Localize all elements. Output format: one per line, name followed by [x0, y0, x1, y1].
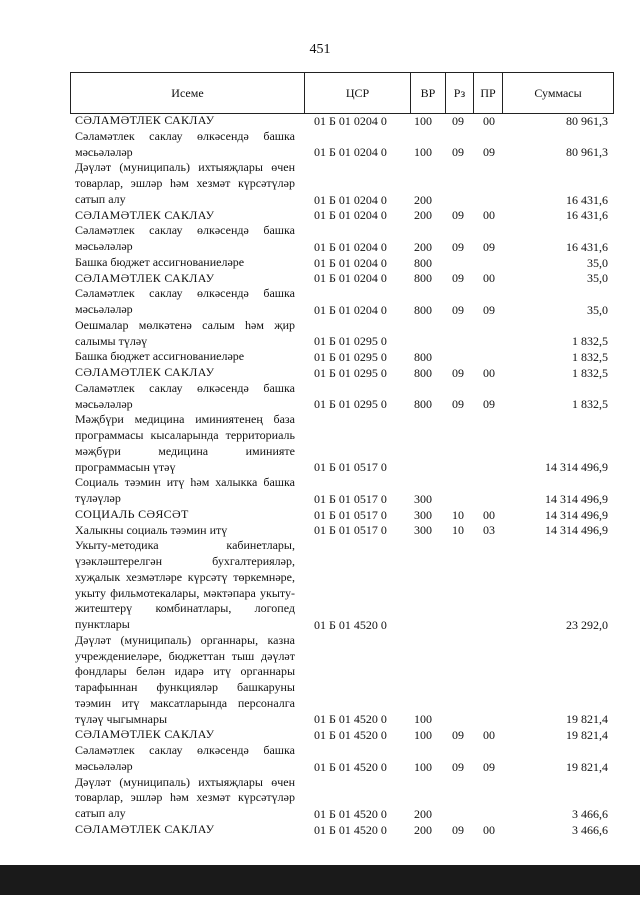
row-pr: 00	[483, 728, 495, 742]
header-csr: ЦСР	[305, 73, 411, 113]
row-csr: 01 Б 01 0204 0	[314, 145, 387, 160]
row-csr: 01 Б 01 4520 0	[314, 822, 387, 837]
table-row	[0, 286, 640, 318]
row-name: Дәүләт (муниципаль) ихтыяҗлары өчен товарлар, эшләр һәм хезмәт күрсәтүләр сатып алу	[75, 774, 295, 820]
row-csr: 01 Б 01 0517 0	[314, 507, 387, 522]
table-header	[70, 72, 614, 114]
table-row	[0, 129, 640, 161]
row-pr: 00	[483, 113, 495, 128]
row-sum: 19 821,4	[566, 728, 608, 742]
row-sum: 14 314 496,9	[545, 460, 608, 475]
row-vr: 300	[414, 491, 432, 506]
row-sum: 1 832,5	[572, 334, 608, 349]
row-sum: 14 314 496,9	[545, 507, 608, 522]
row-vr: 100	[414, 728, 432, 742]
row-sum: 16 431,6	[566, 239, 608, 254]
row-name: СӘЛАМӘТЛЕК САКЛАУ	[75, 821, 215, 836]
row-pr: 00	[483, 365, 495, 380]
row-sum: 19 821,4	[566, 712, 608, 727]
row-vr: 800	[414, 255, 432, 270]
row-csr: 01 Б 01 0295 0	[314, 397, 387, 412]
row-csr: 01 Б 01 4520 0	[314, 712, 387, 727]
row-csr: 01 Б 01 4520 0	[314, 759, 387, 774]
row-name: Сәламәтлек саклау өлкәсендә башка мәсьәләләр	[75, 128, 295, 159]
row-csr: 01 Б 01 0295 0	[314, 365, 387, 380]
page-number: 451	[309, 42, 331, 57]
row-pr: 00	[483, 271, 495, 286]
table-row	[0, 208, 640, 224]
table-row	[0, 349, 640, 365]
row-name: СОЦИАЛЬ СӘЯСӘТ	[75, 506, 189, 521]
row-rz: 09	[452, 397, 464, 412]
row-name: СӘЛАМӘТЛЕК САКЛАУ	[75, 270, 215, 285]
row-sum: 35,0	[587, 255, 608, 270]
table-row	[0, 365, 640, 381]
row-name: Сәламәтлек саклау өлкәсендә башка мәсьәләләр	[75, 743, 295, 773]
row-sum: 1 832,5	[572, 397, 608, 412]
row-vr: 100	[414, 113, 432, 128]
row-sum: 14 314 496,9	[545, 491, 608, 506]
row-name: Мәҗбүри медицина иминиятенең база программасы кысаларында территориаль мәҗбүри медицина иминияте программасын үтәү	[75, 412, 295, 474]
table-row	[0, 727, 640, 743]
row-rz: 09	[452, 208, 464, 223]
row-sum: 1 832,5	[572, 365, 608, 380]
row-csr: 01 Б 01 0295 0	[314, 334, 387, 349]
table-row	[0, 633, 640, 728]
row-sum: 3 466,6	[572, 822, 608, 837]
row-vr: 800	[414, 302, 432, 317]
row-sum: 19 821,4	[566, 759, 608, 774]
table-row	[0, 523, 640, 539]
row-rz: 09	[452, 145, 464, 160]
row-csr: 01 Б 01 0204 0	[314, 192, 387, 207]
row-csr: 01 Б 01 0517 0	[314, 523, 387, 538]
row-vr: 300	[414, 507, 432, 522]
row-sum: 35,0	[587, 271, 608, 286]
row-vr: 800	[414, 365, 432, 380]
row-csr: 01 Б 01 0204 0	[314, 113, 387, 128]
table-row	[0, 160, 640, 207]
table-row	[0, 113, 640, 129]
row-rz: 09	[452, 822, 464, 837]
table-row	[0, 507, 640, 523]
row-rz: 09	[452, 302, 464, 317]
row-name: Социаль тәэмин итү һәм халыкка башка түләүләр	[75, 475, 295, 505]
row-name: СӘЛАМӘТЛЕК САКЛАУ	[75, 207, 215, 222]
row-csr: 01 Б 01 4520 0	[314, 728, 387, 742]
table-row	[0, 271, 640, 287]
row-sum: 80 961,3	[566, 113, 608, 128]
header-vr: ВР	[411, 73, 446, 113]
row-vr: 200	[414, 806, 432, 821]
header-pr: ПР	[474, 73, 503, 113]
table-row	[0, 223, 640, 255]
row-pr: 09	[483, 239, 495, 254]
row-rz: 10	[452, 507, 464, 522]
row-csr: 01 Б 01 0204 0	[314, 208, 387, 223]
row-sum: 35,0	[587, 302, 608, 317]
row-csr: 01 Б 01 0204 0	[314, 239, 387, 254]
row-rz: 09	[452, 365, 464, 380]
header-rz: Рз	[446, 73, 474, 113]
row-pr: 00	[483, 208, 495, 223]
row-name: СӘЛАМӘТЛЕК САКЛАУ	[75, 727, 215, 742]
row-csr: 01 Б 01 4520 0	[314, 806, 387, 821]
row-rz: 09	[452, 271, 464, 286]
row-csr: 01 Б 01 0204 0	[314, 271, 387, 286]
row-csr: 01 Б 01 0517 0	[314, 460, 387, 475]
row-name: СӘЛАМӘТЛЕК САКЛАУ	[75, 113, 215, 127]
row-vr: 800	[414, 271, 432, 286]
row-vr: 100	[414, 145, 432, 160]
row-csr: 01 Б 01 0204 0	[314, 302, 387, 317]
row-name: Дәүләт (муниципаль) органнары, казна учреждениеләре, бюджеттан тыш дәүләт фондлары белән идарә итү органнары тарафыннан функцияләр башкаруны тәэмин итү максатларында персоналга түләү чыгымнары	[75, 632, 295, 726]
row-pr: 09	[483, 145, 495, 160]
row-name: Укыту-методика кабинетлары, үзәкләштерелгән бухгалтерияләр, хуҗалык хезмәтләре күрсәтү төркемнәре, укыту фильмотекалары, мәктәпара укыту-житештерү комбинатлары, логопед пунктлары	[75, 538, 295, 631]
header-name: Исеме	[71, 73, 305, 113]
table-row	[0, 255, 640, 271]
row-name: Сәламәтлек саклау өлкәсендә башка мәсьәләләр	[75, 223, 295, 253]
table-row	[0, 822, 640, 838]
row-rz: 09	[452, 113, 464, 128]
row-pr: 00	[483, 507, 495, 522]
table-row	[0, 775, 640, 822]
table-row	[0, 475, 640, 507]
row-pr: 09	[483, 397, 495, 412]
table-row	[0, 743, 640, 775]
row-name: Сәламәтлек саклау өлкәсендә башка мәсьәләләр	[75, 286, 295, 316]
row-pr: 09	[483, 759, 495, 774]
row-sum: 16 431,6	[566, 208, 608, 223]
table-body	[0, 113, 640, 838]
row-rz: 09	[452, 759, 464, 774]
row-csr: 01 Б 01 0517 0	[314, 491, 387, 506]
row-vr: 200	[414, 192, 432, 207]
row-vr: 200	[414, 239, 432, 254]
row-sum: 80 961,3	[566, 145, 608, 160]
row-vr: 200	[414, 822, 432, 837]
row-vr: 200	[414, 208, 432, 223]
row-pr: 00	[483, 822, 495, 837]
table-row	[0, 412, 640, 475]
row-vr: 800	[414, 397, 432, 412]
row-rz: 09	[452, 728, 464, 742]
row-sum: 16 431,6	[566, 192, 608, 207]
row-sum: 3 466,6	[572, 806, 608, 821]
row-pr: 03	[483, 523, 495, 538]
row-name: Дәүләт (муниципаль) ихтыяҗлары өчен товарлар, эшләр һәм хезмәт күрсәтүләр сатып алу	[75, 160, 295, 206]
row-sum: 14 314 496,9	[545, 523, 608, 538]
header-sum: Суммасы	[534, 86, 582, 100]
row-name: СӘЛАМӘТЛЕК САКЛАУ	[75, 365, 215, 379]
row-name: Башка бюджет ассигнованиеләре	[75, 349, 245, 364]
row-vr: 800	[414, 350, 432, 364]
row-pr: 09	[483, 302, 495, 317]
row-name: Оешмалар мөлкәтенә салым һәм җир салымы түләү	[75, 317, 295, 348]
row-vr: 100	[414, 712, 432, 727]
row-csr: 01 Б 01 0204 0	[314, 255, 387, 270]
row-vr: 300	[414, 523, 432, 538]
table-row	[0, 538, 640, 633]
row-csr: 01 Б 01 4520 0	[314, 617, 387, 632]
row-name: Башка бюджет ассигнованиеләре	[75, 254, 245, 269]
scan-border-band	[0, 865, 640, 895]
row-rz: 10	[452, 523, 464, 538]
row-csr: 01 Б 01 0295 0	[314, 350, 387, 364]
row-sum: 1 832,5	[572, 350, 608, 364]
row-name: Халыкны социаль тәэмин итү	[75, 522, 228, 537]
row-rz: 09	[452, 239, 464, 254]
row-sum: 23 292,0	[566, 617, 608, 632]
table-row	[0, 318, 640, 350]
row-name: Сәламәтлек саклау өлкәсендә башка мәсьәләләр	[75, 380, 295, 411]
table-row	[0, 381, 640, 413]
row-vr: 100	[414, 759, 432, 774]
